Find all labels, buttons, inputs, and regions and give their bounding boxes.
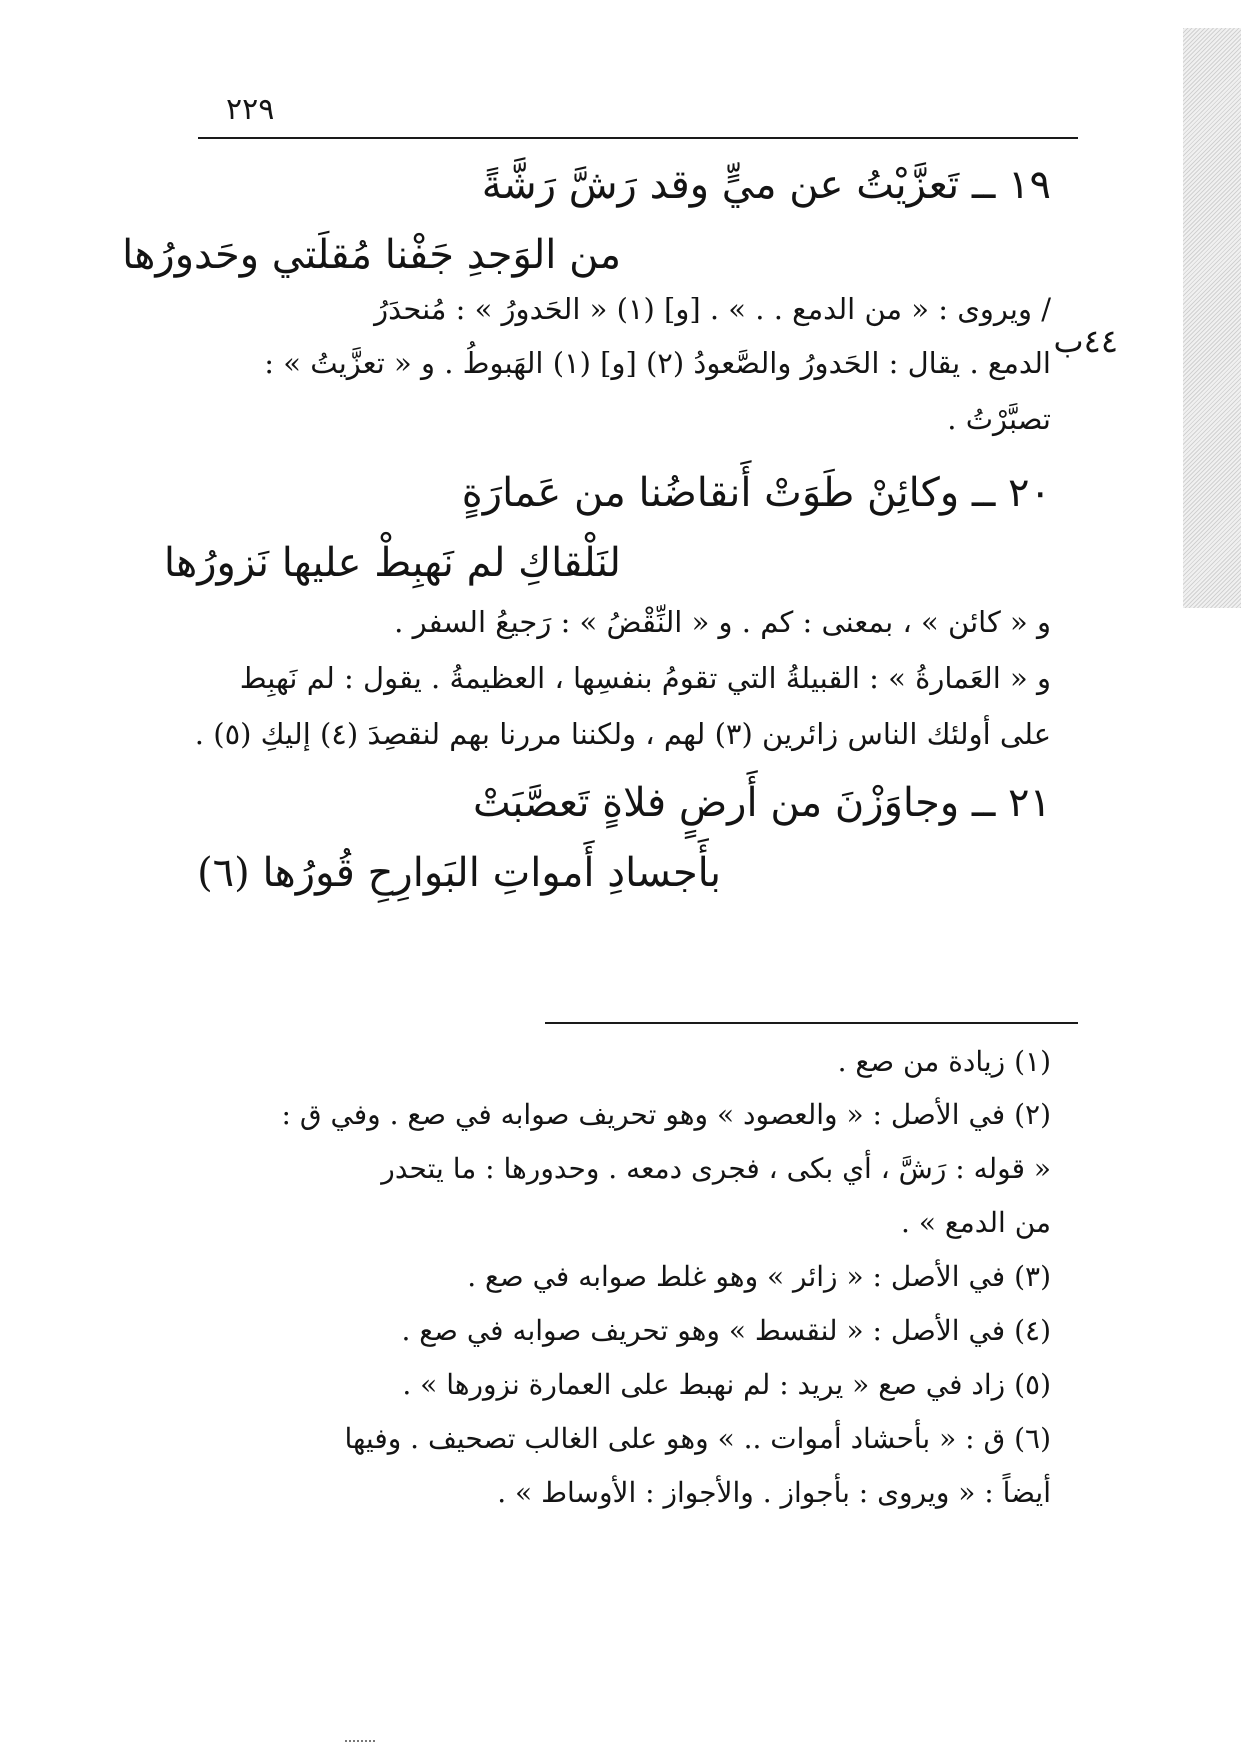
footnote-5: (٥) زاد في صع « يريد : لم نهبط على العمارة نزورها » .	[402, 1368, 1051, 1401]
footnote-3: (٣) في الأصل : « زائر » وهو غلط صوابه في صع .	[467, 1260, 1051, 1293]
verse-19-commentary-line-3: تصبَّرْتُ .	[947, 402, 1051, 436]
header-rule	[198, 137, 1078, 139]
verse-19-commentary-line-1: / ويروى : « من الدمع . . » . [و] (١) « الحَدورُ » : مُنحدَرُ	[374, 292, 1051, 326]
footnote-rule	[545, 1022, 1078, 1024]
footnote-1: (١) زيادة من صع .	[837, 1045, 1051, 1078]
page-number: ٢٢٩	[226, 92, 275, 127]
footnote-6-line-1: (٦) ق : « بأحشاد أموات .. » وهو على الغالب تصحيف . وفيها	[344, 1422, 1051, 1455]
verse-19-second-hemistich: من الوَجدِ جَفْنا مُقلَتي وحَدورُها	[122, 232, 621, 278]
footnote-4: (٤) في الأصل : « لنقسط » وهو تحريف صوابه في صع .	[401, 1314, 1051, 1347]
verse-20-second-hemistich: لنَلْقاكِ لم نَهبِطْ عليها نَزورُها	[163, 540, 621, 586]
scan-speck	[345, 1740, 375, 1745]
footnote-2-line-2: « قوله : رَشَّ ، أي بكى ، فجرى دمعه . وحدورها : ما يتحدر	[381, 1152, 1051, 1185]
verse-19-first-hemistich: ١٩ ــ تَعزَّيْتُ عن ميٍّ وقد رَشَّ رَشَّةً	[481, 162, 1051, 208]
verse-19-commentary-line-2: الدمع . يقال : الحَدورُ والصَّعودُ (٢) [و] (١) الهَبوطُ . و « تعزَّيتُ » :	[264, 346, 1051, 380]
footnote-2-line-3: من الدمع » .	[901, 1206, 1051, 1239]
verse-20-commentary-line-3: على أولئك الناس زائرين (٣) لهم ، ولكننا مررنا بهم لنقصِدَ (٤) إليكِ (٥) .	[194, 717, 1051, 751]
verse-20-commentary-line-1: و « كائن » ، بمعنى : كم . و « النِّقْضُ » : رَجيعُ السفر .	[394, 605, 1051, 639]
verse-20-first-hemistich: ٢٠ ــ وكائِنْ طَوَتْ أَنقاضُنا من عَمارَةٍ	[461, 470, 1051, 516]
footnote-6-line-2: أيضاً : « ويروى : بأجواز . والأجواز : الأوساط » .	[497, 1476, 1051, 1509]
scanned-page-edge	[1183, 28, 1241, 608]
margin-folio-note: ٤٤ب	[1053, 322, 1118, 360]
verse-20-commentary-line-2: و « العَمارةُ » : القبيلةُ التي تقومُ بنفسِها ، العظيمةُ . يقول : لم نَهبِط	[239, 661, 1051, 695]
verse-21-second-hemistich: بأَجسادِ أَمواتِ البَوارِحِ قُورُها (٦)	[197, 850, 721, 896]
footnote-2-line-1: (٢) في الأصل : « والعصود » وهو تحريف صوابه في صع . وفي ق :	[281, 1098, 1051, 1131]
verse-21-first-hemistich: ٢١ ــ وجاوَزْنَ من أَرضٍ فلاةٍ تَعصَّبَتْ	[472, 780, 1051, 826]
